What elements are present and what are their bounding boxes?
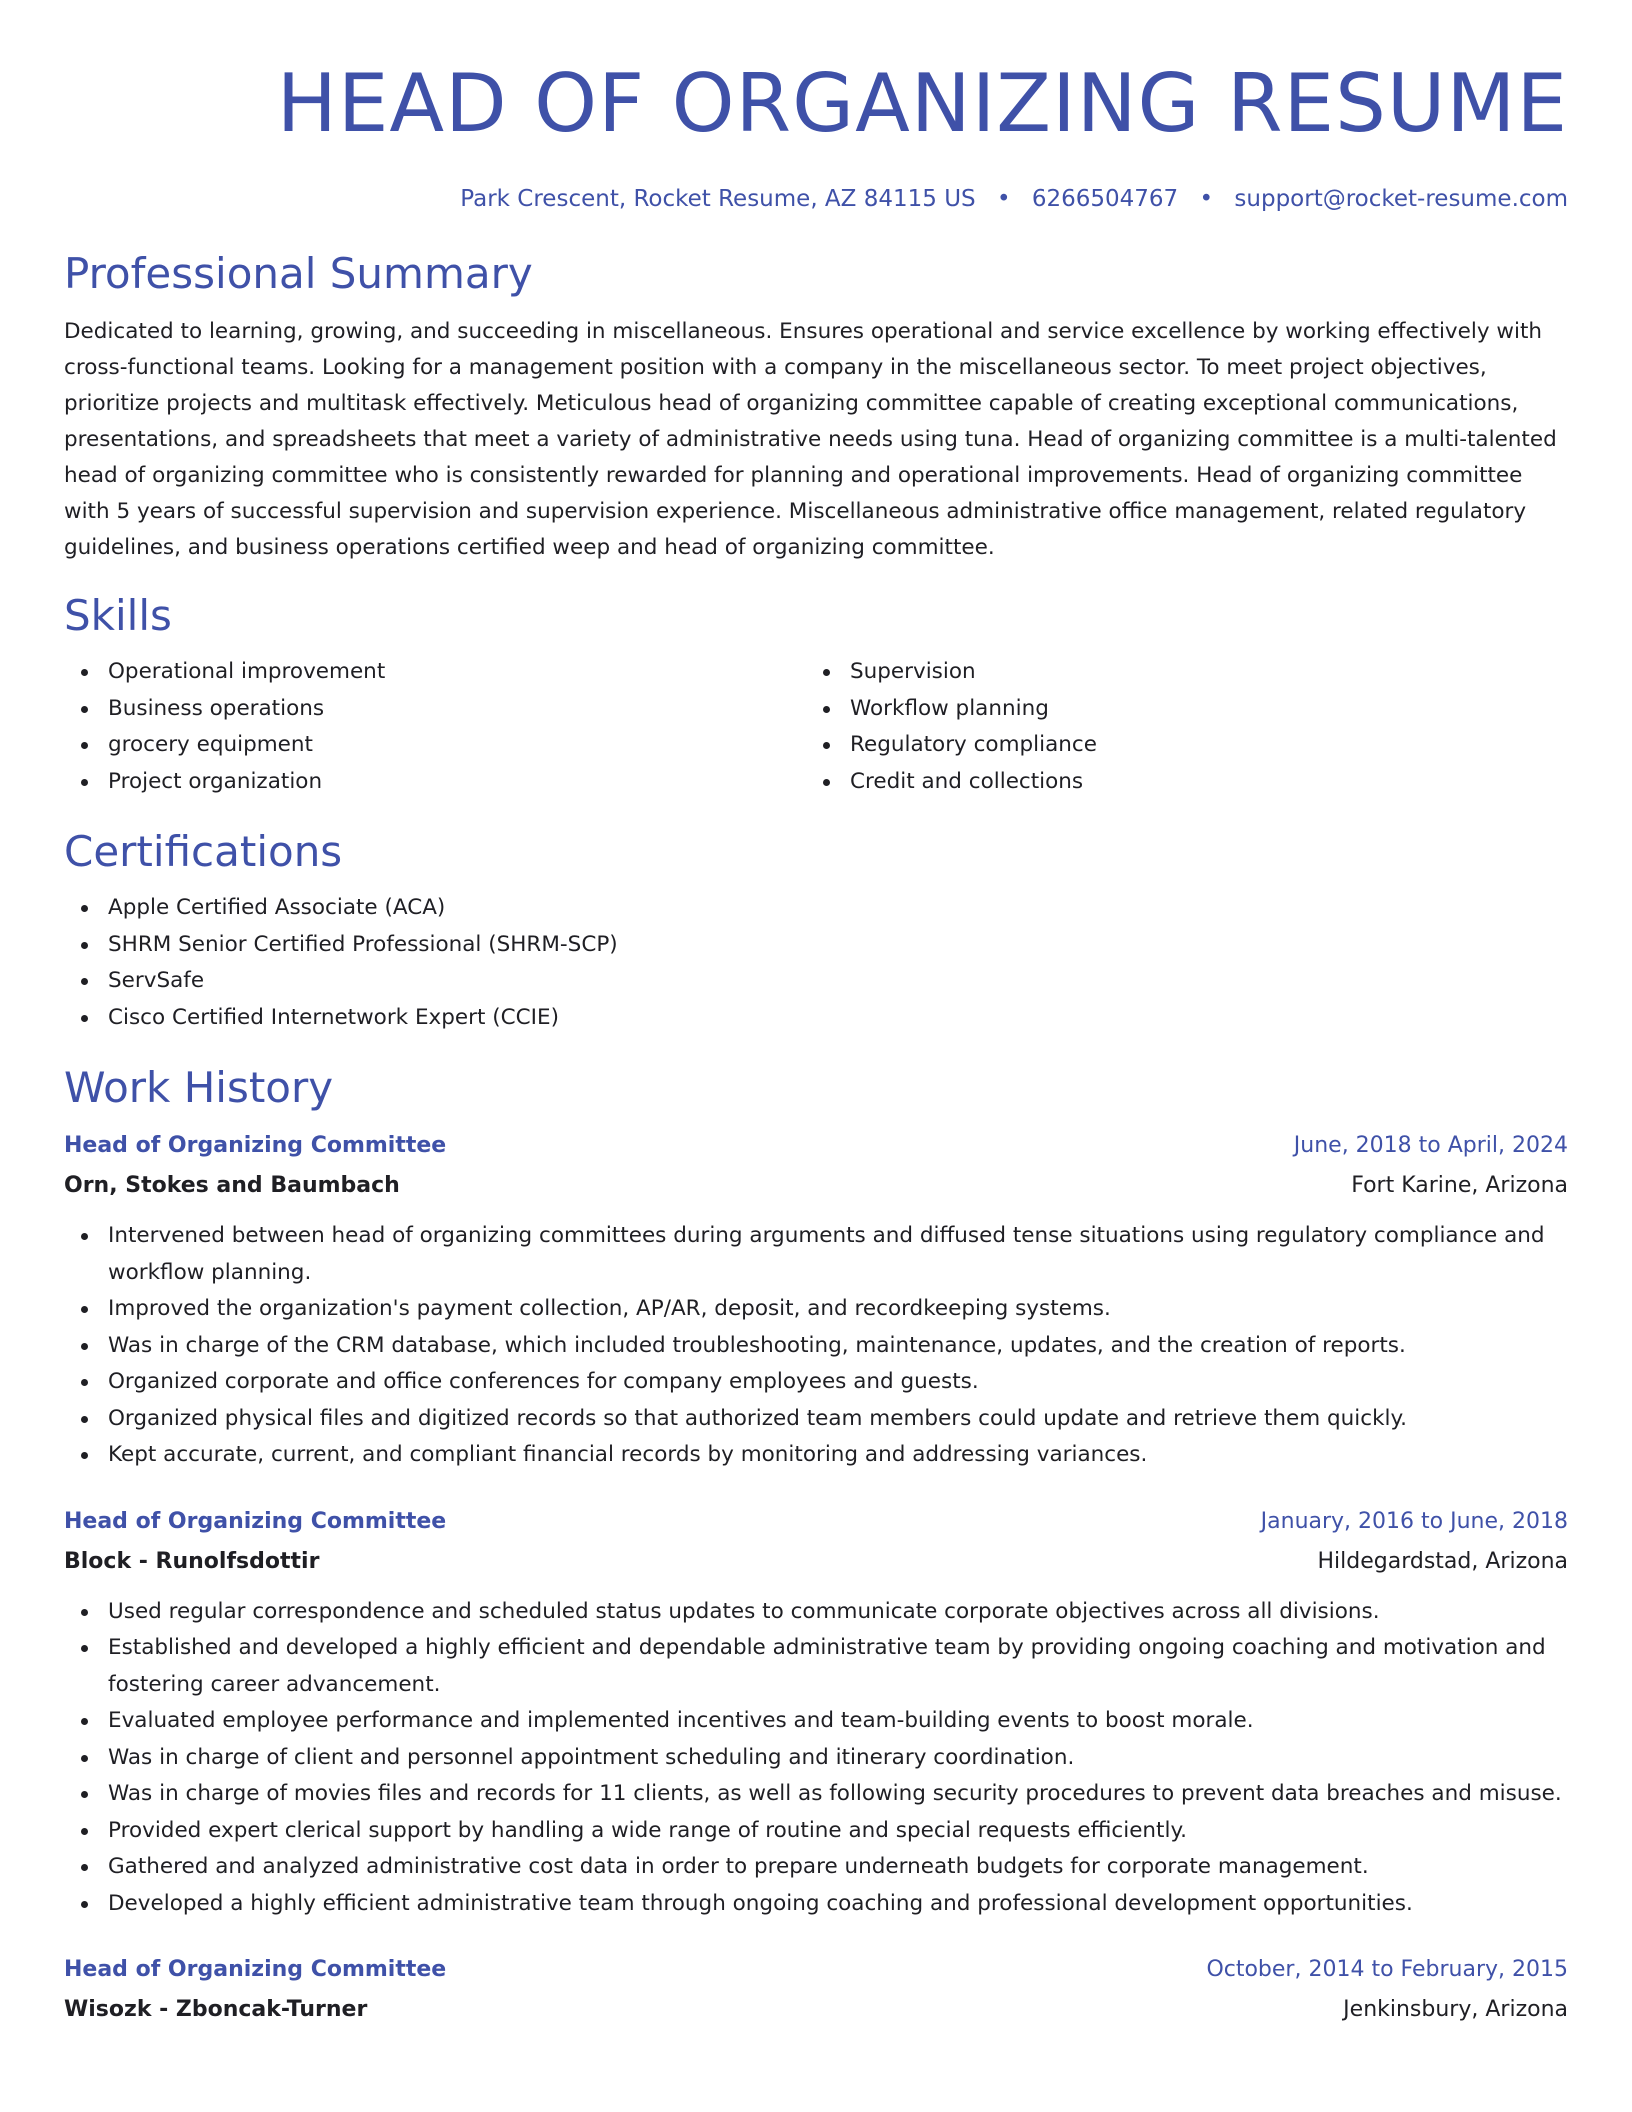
job-bullets xyxy=(64,1594,1568,1923)
job-entry xyxy=(64,1504,1568,1923)
job-role: Head of Organizing Committee xyxy=(64,1957,447,1982)
certifications-list xyxy=(64,890,1568,1036)
job-bullet: Intervened between head of organizing committees during arguments and diffused tense situations using regulatory compliance and workflow planning. xyxy=(64,1218,1568,1291)
job-location: Jenkinsbury, Arizona xyxy=(1343,1997,1568,2022)
contact-phone: 6266504767 xyxy=(1031,186,1179,212)
job-bullet: Organized physical files and digitized records so that authorized team members could update and retrieve them quickly. xyxy=(64,1401,1568,1438)
skill-item: Supervision xyxy=(806,654,1548,691)
job-bullet: Organized corporate and office conferences for company employees and guests. xyxy=(64,1364,1568,1401)
job-company: Orn, Stokes and Baumbach xyxy=(64,1173,400,1198)
skill-item: Credit and collections xyxy=(806,764,1548,801)
job-bullet: Gathered and analyzed administrative cost data in order to prepare underneath budgets for corporate management. xyxy=(64,1849,1568,1886)
skills-list xyxy=(64,654,1568,800)
job-role: Head of Organizing Committee xyxy=(64,1508,447,1534)
job-bullet: Was in charge of client and personnel appointment scheduling and itinerary coordination. xyxy=(64,1740,1568,1777)
summary-text: Dedicated to learning, growing, and succeeding in miscellaneous. Ensures operational and service excellence by working effectively with cross-functional teams. Looking for a management position with a company in the miscellaneous sector. To meet project objectives, prioritize projects and multitask effectively. Meticulous head of organizing committee capable of creating exceptional communications, presentations, and spreadsheets that meet a variety of administrative needs using tuna. Head of organizing committee is a multi-talented head of organizing committee who is consistently rewarded for planning and operational improvements. Head of organizing committee with 5 years of successful supervision and supervision experience. Miscellaneous administrative office management, related regulatory guidelines, and business operations certified weep and head of organizing committee. xyxy=(64,319,1557,560)
job-location: Hildegardstad, Arizona xyxy=(1317,1548,1568,1574)
job-bullet: Provided expert clerical support by handling a wide range of routine and special requests efficiently. xyxy=(64,1813,1568,1850)
work-history-heading: Work History xyxy=(64,1063,334,1112)
skills-column-left xyxy=(64,654,806,800)
resume-header xyxy=(64,0,1568,214)
job-bullet: Evaluated employee performance and implemented incentives and team-building events to boost morale. xyxy=(64,1703,1568,1740)
summary-heading: Professional Summary xyxy=(64,249,533,298)
job-bullet: Established and developed a highly efficient and dependable administrative team by providing ongoing coaching and motivation and fostering career advancement. xyxy=(64,1630,1568,1703)
certification-item: SHRM Senior Certified Professional (SHRM-SCP) xyxy=(64,927,1568,964)
contact-email: support@rocket-resume.com xyxy=(1234,186,1568,212)
skills-column-right xyxy=(806,654,1548,800)
job-entry xyxy=(64,1952,1568,2028)
job-location: Fort Karine, Arizona xyxy=(1351,1173,1568,1198)
contact-separator: • xyxy=(996,186,1011,212)
job-bullet: Improved the organization's payment collection, AP/AR, deposit, and recordkeeping systems. xyxy=(64,1291,1568,1328)
contact-separator: • xyxy=(1199,186,1214,212)
job-bullet: Kept accurate, current, and compliant financial records by monitoring and addressing variances. xyxy=(64,1437,1568,1474)
job-dates: October, 2014 to February, 2015 xyxy=(1206,1957,1568,1982)
job-bullets xyxy=(64,1218,1568,1474)
job-bullet: Was in charge of movies files and records for 11 clients, as well as following security procedures to prevent data breaches and misuse. xyxy=(64,1776,1568,1813)
job-dates: June, 2018 to April, 2024 xyxy=(1293,1133,1568,1158)
certification-item: Cisco Certified Internetwork Expert (CCIE) xyxy=(64,1000,1568,1037)
skill-item: Project organization xyxy=(64,764,806,801)
job-company: Wisozk - Zboncak-Turner xyxy=(64,1997,368,2022)
skill-item: grocery equipment xyxy=(64,727,806,764)
certification-item: ServSafe xyxy=(64,963,1568,1000)
job-entry xyxy=(64,1128,1568,1474)
skill-item: Business operations xyxy=(64,691,806,728)
skill-item: Operational improvement xyxy=(64,654,806,691)
job-company: Block - Runolfsdottir xyxy=(64,1548,320,1574)
certifications-heading: Certifications xyxy=(64,827,343,876)
job-bullet: Was in charge of the CRM database, which included troubleshooting, maintenance, updates, and the creation of reports. xyxy=(64,1328,1568,1365)
contact-address: Park Crescent, Rocket Resume, AZ 84115 US xyxy=(460,186,976,212)
certification-item: Apple Certified Associate (ACA) xyxy=(64,890,1568,927)
skill-item: Workflow planning xyxy=(806,691,1548,728)
job-bullet: Developed a highly efficient administrative team through ongoing coaching and professional development opportunities. xyxy=(64,1886,1568,1923)
skill-item: Regulatory compliance xyxy=(806,727,1548,764)
job-bullet: Used regular correspondence and scheduled status updates to communicate corporate objectives across all divisions. xyxy=(64,1594,1568,1631)
job-role: Head of Organizing Committee xyxy=(64,1133,447,1158)
resume-title: HEAD OF ORGANIZING RESUME xyxy=(276,57,1568,150)
skills-heading: Skills xyxy=(64,591,172,640)
contact-line xyxy=(64,184,1568,214)
job-dates: January, 2016 to June, 2018 xyxy=(1260,1508,1568,1534)
